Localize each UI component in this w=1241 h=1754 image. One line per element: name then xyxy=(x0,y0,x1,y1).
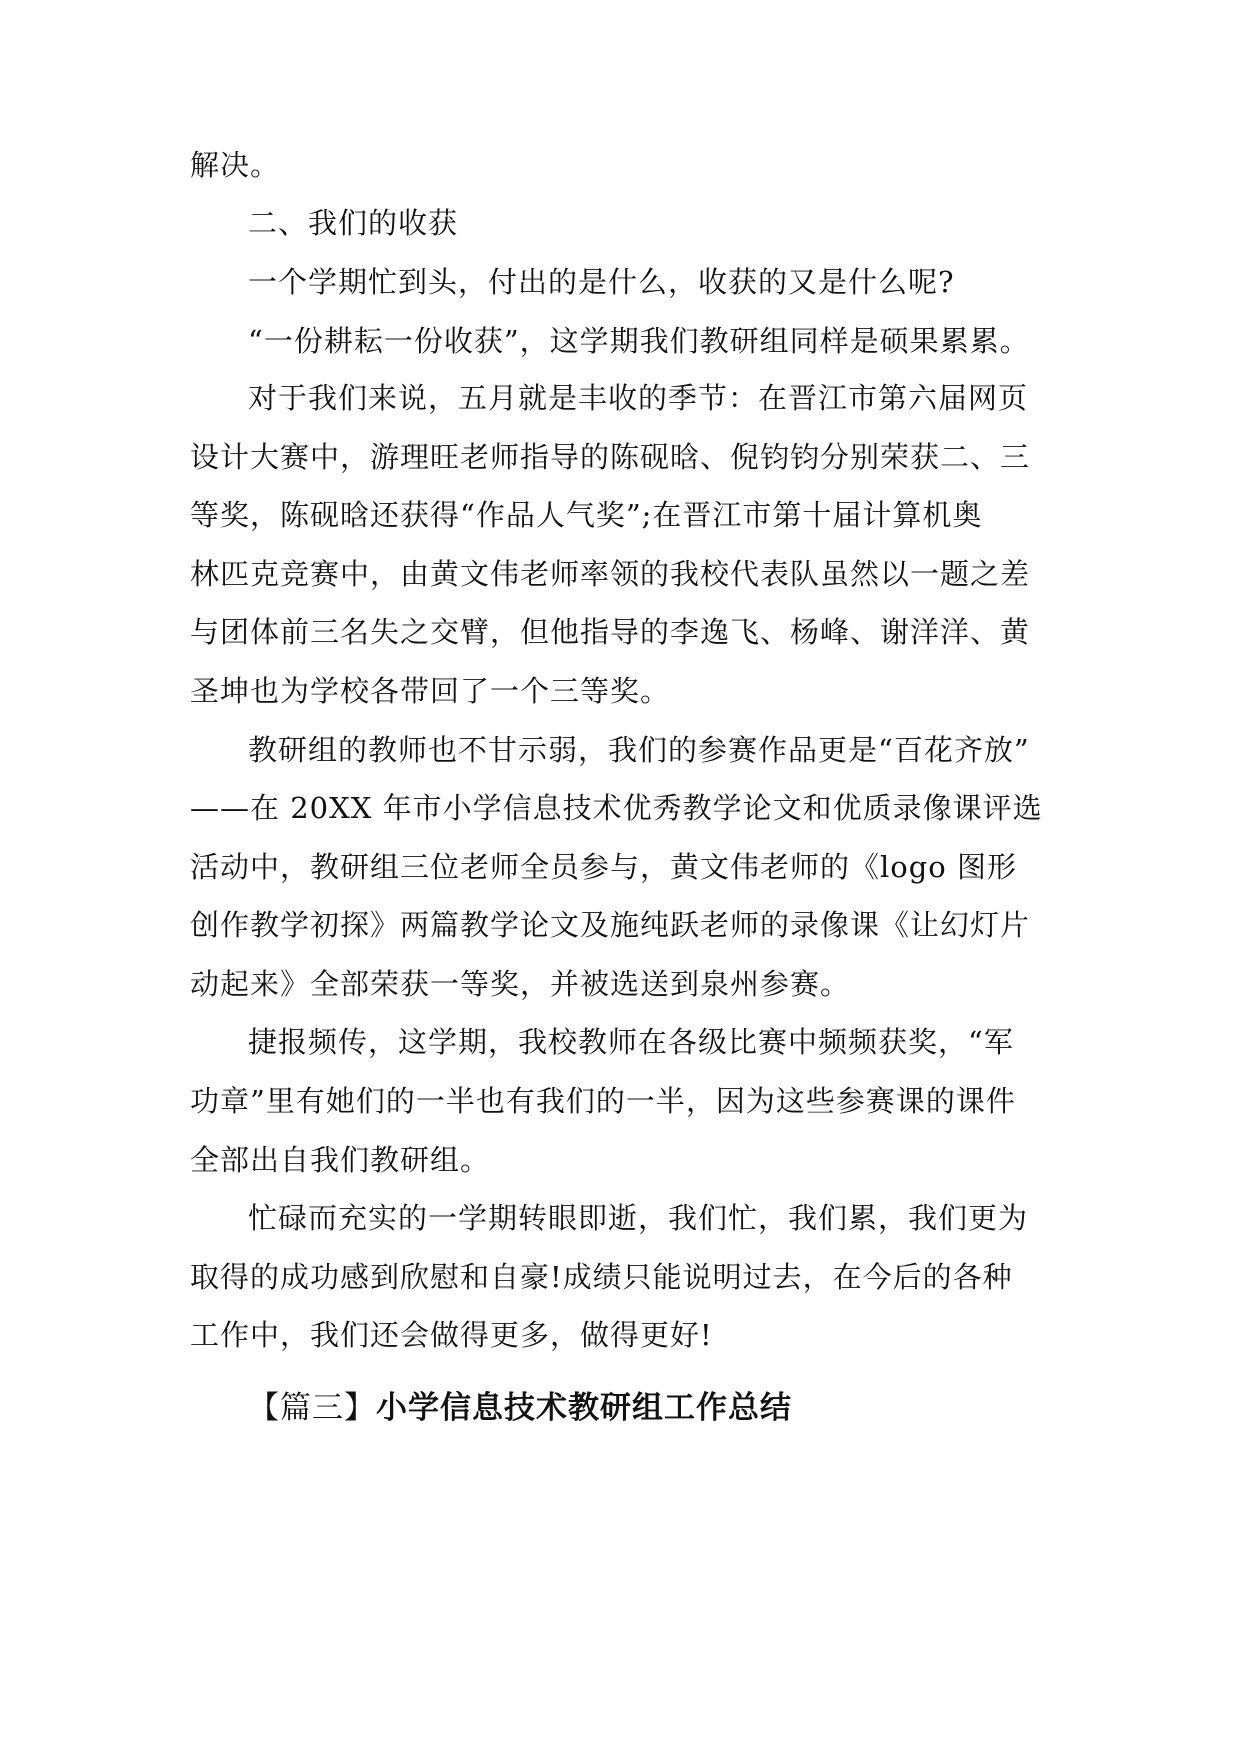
text-line: 解决。 xyxy=(190,148,281,182)
text-line: 捷报频传，这学期，我校教师在各级比赛中频频获奖，“军 xyxy=(248,1025,1014,1059)
text-line: 林匹克竞赛中，由黄文伟老师率领的我校代表队虽然以一题之差 xyxy=(190,557,1031,591)
text-line: 圣坤也为学校各带回了一个三等奖。 xyxy=(190,674,671,708)
text-line: 一个学期忙到头，付出的是什么，收获的又是什么呢? xyxy=(248,265,955,299)
text-line: 等奖，陈砚晗还获得“作品人气奖”;在晋江市第十届计算机奥 xyxy=(190,498,983,532)
text-line: “一份耕耘一份收获”，这学期我们教研组同样是硕果累累。 xyxy=(248,324,1030,358)
text-line: 取得的成功感到欣慰和自豪!成绩只能说明过去，在今后的各种 xyxy=(190,1260,1013,1294)
text-line: 活动中，教研组三位老师全员参与，黄文伟老师的《logo 图形 xyxy=(190,850,1017,884)
chapter-title: 小学信息技术教研组工作总结 xyxy=(376,1390,792,1426)
text-line: 忙碌而充实的一学期转眼即逝，我们忙，我们累，我们更为 xyxy=(248,1201,1029,1235)
text-line: 动起来》全部荣获一等奖，并被选送到泉州参赛。 xyxy=(190,967,851,1001)
section-heading: 二、我们的收获 xyxy=(248,206,459,240)
text-line: 工作中，我们还会做得更多，做得更好! xyxy=(190,1318,713,1352)
text-line: 设计大赛中，游理旺老师指导的陈砚晗、倪钧钧分别荣获二、三 xyxy=(190,440,1031,474)
text-line: 创作教学初探》两篇教学论文及施纯跃老师的录像课《让幻灯片 xyxy=(190,908,1031,942)
chapter-heading xyxy=(248,1387,792,1429)
text-line: 对于我们来说，五月就是丰收的季节：在晋江市第六届网页 xyxy=(248,381,1029,415)
chapter-label: 【篇三】 xyxy=(248,1390,376,1426)
text-line: 教研组的教师也不甘示弱，我们的参赛作品更是“百花齐放” xyxy=(248,733,1030,767)
text-line: ——在 20XX 年市小学信息技术优秀教学论文和优质录像课评选 xyxy=(190,791,1043,825)
text-line: 与团体前三名失之交臂，但他指导的李逸飞、杨峰、谢洋洋、黄 xyxy=(190,615,1031,649)
text-line: 全部出自我们教研组。 xyxy=(190,1143,491,1177)
text-line: 功章”里有她们的一半也有我们的一半，因为这些参赛课的课件 xyxy=(190,1084,1016,1118)
